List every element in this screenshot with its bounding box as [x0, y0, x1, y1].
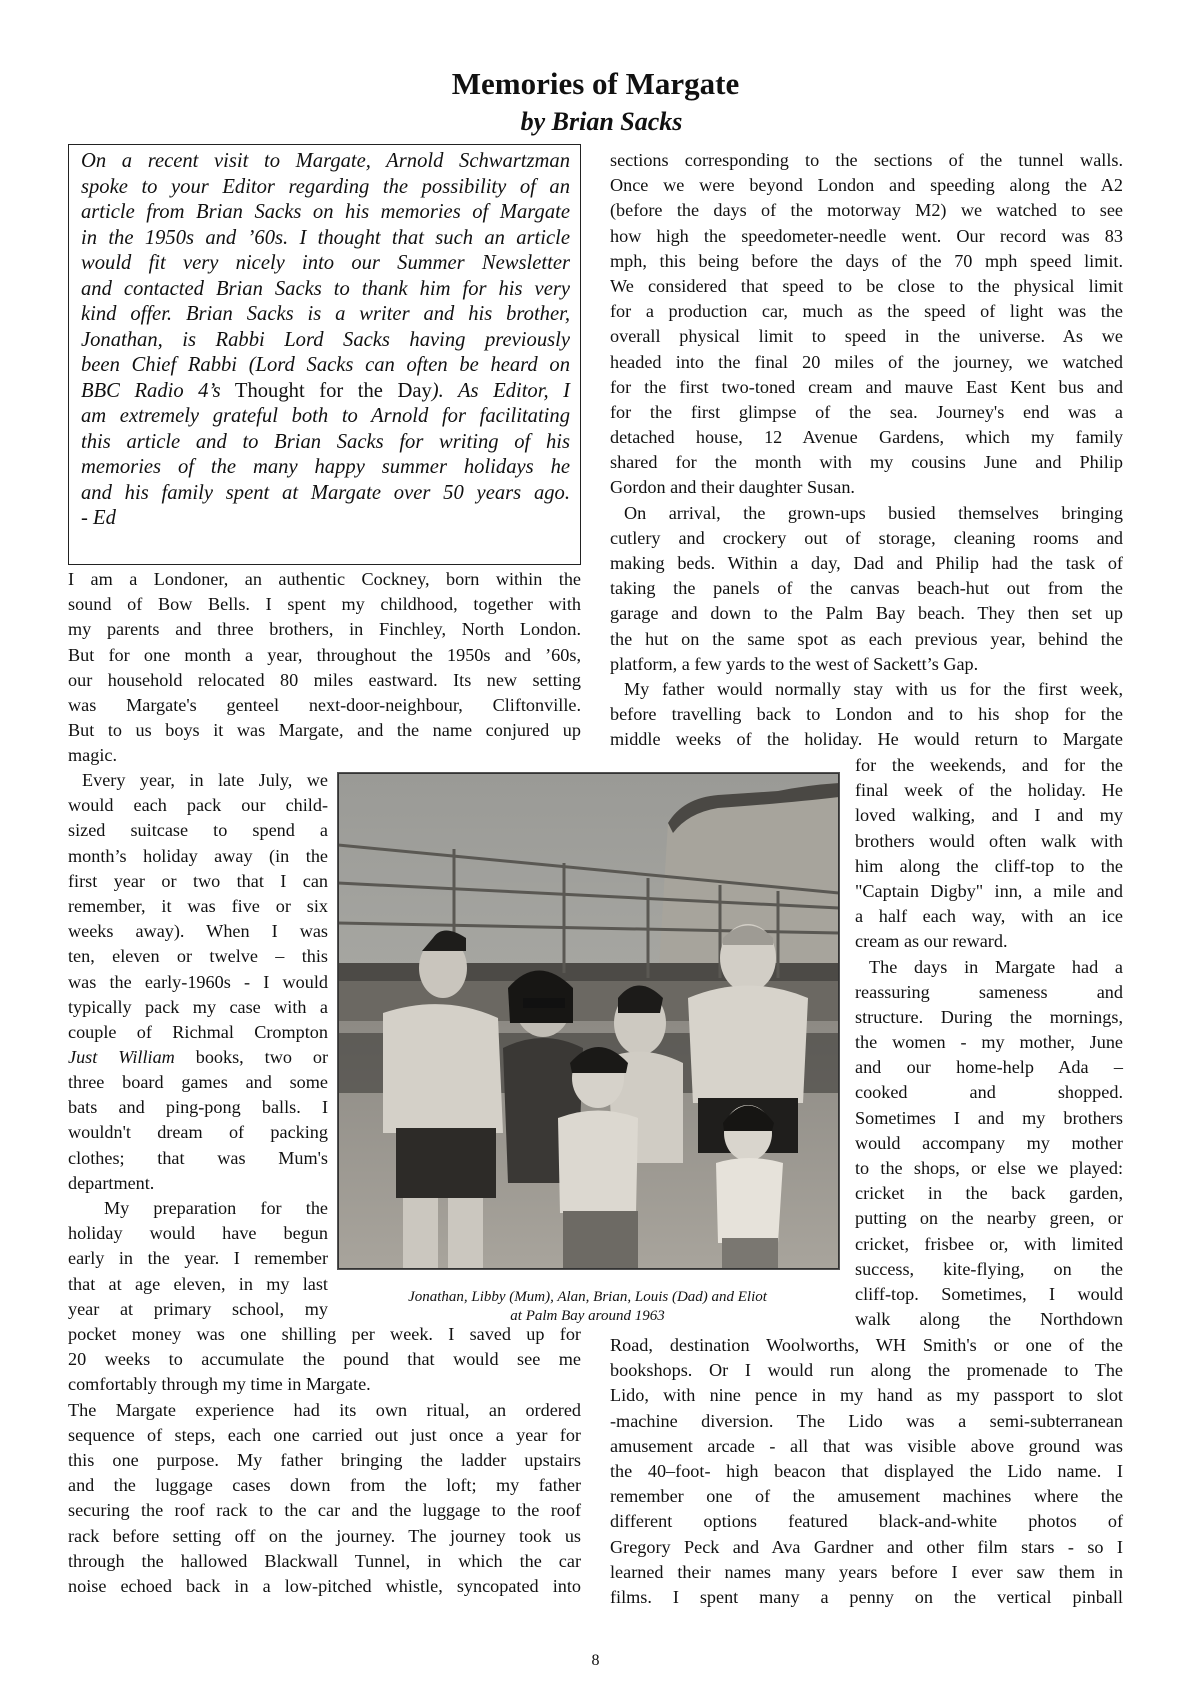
- editor-note-line: and contacted Brian Sacks to thank him for his very: [81, 277, 570, 300]
- left-column-italic-line-wrap: [68, 1045, 328, 1070]
- body-line: On arrival, the grown-ups busied themselves bringing: [624, 502, 1123, 523]
- body-line: cricket, frisbee or, with limited: [855, 1233, 1123, 1254]
- body-line: But for one month a year, throughout the 1950s and ’60s,: [68, 644, 581, 665]
- left-column-narrow-2: [68, 1070, 328, 1322]
- body-line: final week of the holiday. He: [855, 780, 1123, 801]
- body-line: reassuring sameness and: [855, 981, 1123, 1002]
- body-line: middle weeks of the holiday. He would return to Margate: [610, 729, 1123, 750]
- body-line: cliff-top. Sometimes, I would: [855, 1283, 1123, 1304]
- body-line: detached house, 12 Avenue Gardens, which my family: [610, 427, 1123, 448]
- body-line: cricket in the back garden,: [855, 1183, 1123, 1204]
- body-line: Road, destination Woolworths, WH Smith's or one of the: [610, 1335, 1123, 1355]
- editor-note-line: kind offer. Brian Sacks is a writer and his brother,: [81, 303, 570, 325]
- body-line: and our home-help Ada –: [855, 1057, 1123, 1078]
- body-line: holiday would have begun: [68, 1223, 328, 1244]
- editor-note-line: article from Brian Sacks on his memories of Margate: [81, 201, 570, 223]
- body-line: The Margate experience had its own ritual, an ordered: [68, 1399, 581, 1420]
- body-line: cooked and shopped.: [855, 1082, 1123, 1103]
- body-line: month’s holiday away (in the: [68, 845, 328, 866]
- body-line: weeks away). When I was: [68, 921, 328, 942]
- body-line: remember one of the amusement machines where the: [610, 1486, 1123, 1507]
- body-line: ten, eleven or twelve – this: [68, 946, 328, 967]
- body-line: Gregory Peck and Ava Gardner and other film stars - so I: [610, 1536, 1123, 1557]
- body-line: loved walking, and I and my: [855, 805, 1123, 826]
- left-column-top: [68, 567, 581, 769]
- body-line: to the shops, or else we played:: [855, 1158, 1123, 1178]
- body-line: (before the days of the motorway M2) we watched to see: [610, 200, 1123, 221]
- body-line: year at primary school, my: [68, 1298, 328, 1319]
- photo-caption: [340, 1288, 835, 1326]
- photo-image: [338, 773, 839, 1269]
- body-line: early in the year. I remember: [68, 1248, 328, 1269]
- right-column-top: [610, 148, 1123, 753]
- body-line: the women - my mother, June: [855, 1032, 1123, 1053]
- body-line: My preparation for the: [104, 1197, 328, 1218]
- body-line: typically pack my case with a: [68, 996, 328, 1017]
- body-line: cutlery and crockery out of storage, cleaning rooms and: [610, 527, 1123, 548]
- body-line: for the first two-toned cream and mauve East Kent bus and: [610, 376, 1123, 397]
- body-line: sound of Bow Bells. I spent my childhood, together with: [68, 594, 581, 615]
- body-line: headed into the final 20 miles of the journey, we watched: [610, 351, 1123, 372]
- body-line: Gordon and their daughter Susan.: [610, 477, 855, 498]
- editor-note-line: spoke to your Editor regarding the possibility of an: [81, 175, 570, 198]
- body-line: platform, a few yards to the west of Sackett’s Gap.: [610, 653, 979, 674]
- body-line: securing the roof rack to the car and the luggage to the roof: [68, 1500, 581, 1521]
- book-title: Just William: [68, 1047, 175, 1067]
- body-line: success, kite-flying, on the: [855, 1258, 1123, 1279]
- editor-note-line: and his family spent at Margate over 50 years ago.: [81, 481, 570, 504]
- body-line: noise echoed back in a low-pitched whistle, syncopated into: [68, 1575, 581, 1596]
- body-line: was the early-1960s - I would: [68, 971, 328, 992]
- body-line: the hut on the same spot as each previous year, behind the: [610, 628, 1123, 649]
- body-line: My father would normally stay with us for the first week,: [624, 678, 1123, 699]
- editor-note-line: Jonathan, is Rabbi Lord Sacks having previously: [81, 328, 570, 351]
- editor-note-line: this article and to Brian Sacks for writing of his: [81, 430, 570, 453]
- body-line: bookshops. Or I would run along the promenade to The: [610, 1360, 1123, 1381]
- body-line: a half each way, with an ice: [855, 906, 1123, 927]
- body-line: We considered that speed to be close to the physical limit: [610, 275, 1123, 296]
- editor-note-line: in the 1950s and ’60s. I thought that such an article: [81, 226, 570, 249]
- body-line: for the first glimpse of the sea. Journey's end was a: [610, 401, 1123, 422]
- editor-note-line: would fit very nicely into our Summer Newsletter: [81, 252, 570, 274]
- body-line: shared for the month with my cousins June and Philip: [610, 452, 1123, 473]
- editor-note-line: [81, 379, 570, 405]
- body-line: different options featured black-and-white photos of: [610, 1511, 1123, 1532]
- body-line: -machine diversion. The Lido was a semi-subterranean: [610, 1410, 1123, 1431]
- body-line: before travelling back to London and to his shop for the: [610, 704, 1123, 725]
- body-line: remember, it was five or six: [68, 895, 328, 916]
- body-line: putting on the nearby green, or: [855, 1208, 1123, 1229]
- body-line: couple of Richmal Crompton: [68, 1021, 328, 1042]
- body-line: mph, this being before the days of the 70 mph speed limit.: [610, 250, 1123, 271]
- body-line: this one purpose. My father bringing the ladder upstairs: [68, 1449, 581, 1470]
- body-line: through the hallowed Blackwall Tunnel, in which the car: [68, 1550, 581, 1571]
- body-line: would each pack our child-: [68, 795, 328, 816]
- editor-note-lines-after: [81, 404, 570, 532]
- body-line: But to us boys it was Margate, and the name conjured up: [68, 720, 581, 741]
- body-line: the 40–foot- high beacon that displayed the Lido name. I: [610, 1460, 1123, 1481]
- body-line: my parents and three brothers, in Finchley, North London.: [68, 619, 581, 640]
- body-line: brothers would often walk with: [855, 830, 1123, 851]
- body-line: comfortably through my time in Margate.: [68, 1374, 371, 1395]
- body-line: amusement arcade - all that was visible above ground was: [610, 1435, 1123, 1456]
- body-line: films. I spent many a penny on the vertical pinball: [610, 1586, 1123, 1607]
- body-line: sequence of steps, each one carried out just once a year for: [68, 1424, 581, 1445]
- body-line: I am a Londoner, an authentic Cockney, born within the: [68, 569, 581, 589]
- body-line: garage and down to the Palm Bay beach. They then set up: [610, 603, 1123, 624]
- body-line: magic.: [68, 745, 117, 766]
- body-line: for the weekends, and for the: [855, 755, 1123, 775]
- body-line: structure. During the mornings,: [855, 1006, 1123, 1027]
- body-line: cream as our reward.: [855, 931, 1008, 952]
- body-line: that at age eleven, in my last: [68, 1273, 328, 1294]
- body-line: first year or two that I can: [68, 870, 328, 891]
- article-byline: by Brian Sacks: [520, 107, 683, 136]
- body-line: sized suitcase to spend a: [68, 820, 328, 841]
- editor-note-line: - Ed: [81, 507, 116, 529]
- body-line: learned their names many years before I ever saw them in: [610, 1561, 1123, 1582]
- editor-note-box: [68, 144, 581, 565]
- article-title: Memories of Margate: [451, 66, 740, 101]
- body-line: Once we were beyond London and speeding along the A2: [610, 175, 1123, 196]
- body-line: pocket money was one shilling per week. I saved up for: [68, 1324, 581, 1344]
- editor-note-text: ). As Editor, I: [431, 379, 570, 402]
- body-line: 20 weeks to accumulate the pound that would see me: [68, 1349, 581, 1370]
- body-line: wouldn't dream of packing: [68, 1122, 328, 1143]
- right-column-bottom: [610, 1333, 1123, 1610]
- body-line: walk along the Northdown: [855, 1309, 1123, 1330]
- body-line: The days in Margate had a: [869, 956, 1123, 977]
- editor-note-text: BBC Radio 4’s: [81, 379, 221, 402]
- editor-note-lines: [81, 149, 570, 379]
- body-line: rack before setting off on the journey. The journey took us: [68, 1525, 581, 1546]
- family-beach-photo: [337, 772, 840, 1270]
- body-line: our household relocated 80 miles eastward. Its new setting: [68, 669, 581, 690]
- editor-note-line: On a recent visit to Margate, Arnold Schwartzman: [81, 150, 570, 172]
- body-text: books, two or: [174, 1047, 328, 1067]
- body-line: Every year, in late July, we: [82, 770, 328, 790]
- body-line: was Margate's genteel next-door-neighbour, Cliftonville.: [68, 694, 581, 715]
- body-line: Lido, with nine pence in my hand as my passport to slot: [610, 1385, 1123, 1406]
- body-line: Sometimes I and my brothers: [855, 1107, 1123, 1128]
- body-line: making beds. Within a day, Dad and Philip had the task of: [610, 553, 1123, 573]
- left-column-bottom: [68, 1322, 581, 1599]
- body-line: would accompany my mother: [855, 1132, 1123, 1153]
- body-line: overall physical limit to speed in the universe. As we: [610, 326, 1123, 347]
- body-line: department.: [68, 1172, 155, 1193]
- body-line: for a production car, much as the speed of light was the: [610, 301, 1123, 322]
- body-line: [68, 1045, 328, 1070]
- editor-note-line: been Chief Rabbi (Lord Sacks can often be heard on: [81, 354, 570, 376]
- body-line: "Captain Digby" inn, a mile and: [855, 880, 1123, 901]
- body-line: how high the speedometer-needle went. Our record was 83: [610, 225, 1123, 246]
- left-column-narrow: [68, 768, 328, 1045]
- body-line: him along the cliff-top to the: [855, 855, 1123, 876]
- right-column-narrow: [855, 753, 1123, 1332]
- caption-line-2: at Palm Bay around 1963: [510, 1308, 665, 1324]
- editor-note-line: am extremely grateful both to Arnold for facilitating: [81, 405, 570, 427]
- body-line: and the luggage cases down from the loft; my father: [68, 1475, 581, 1496]
- thought-for-the-day-title: Thought for the Day: [220, 379, 432, 402]
- caption-line-1: Jonathan, Libby (Mum), Alan, Brian, Louis (Dad) and Eliot: [408, 1289, 767, 1305]
- body-line: three board games and some: [68, 1072, 328, 1092]
- body-line: sections corresponding to the sections of the tunnel walls.: [610, 150, 1123, 170]
- body-line: taking the panels of the canvas beach-hut out from the: [610, 578, 1123, 599]
- body-line: bats and ping-pong balls. I: [68, 1097, 328, 1118]
- editor-note-line: memories of the many happy summer holidays he: [81, 456, 570, 478]
- body-line: clothes; that was Mum's: [68, 1147, 328, 1168]
- page-number: 8: [591, 1652, 600, 1669]
